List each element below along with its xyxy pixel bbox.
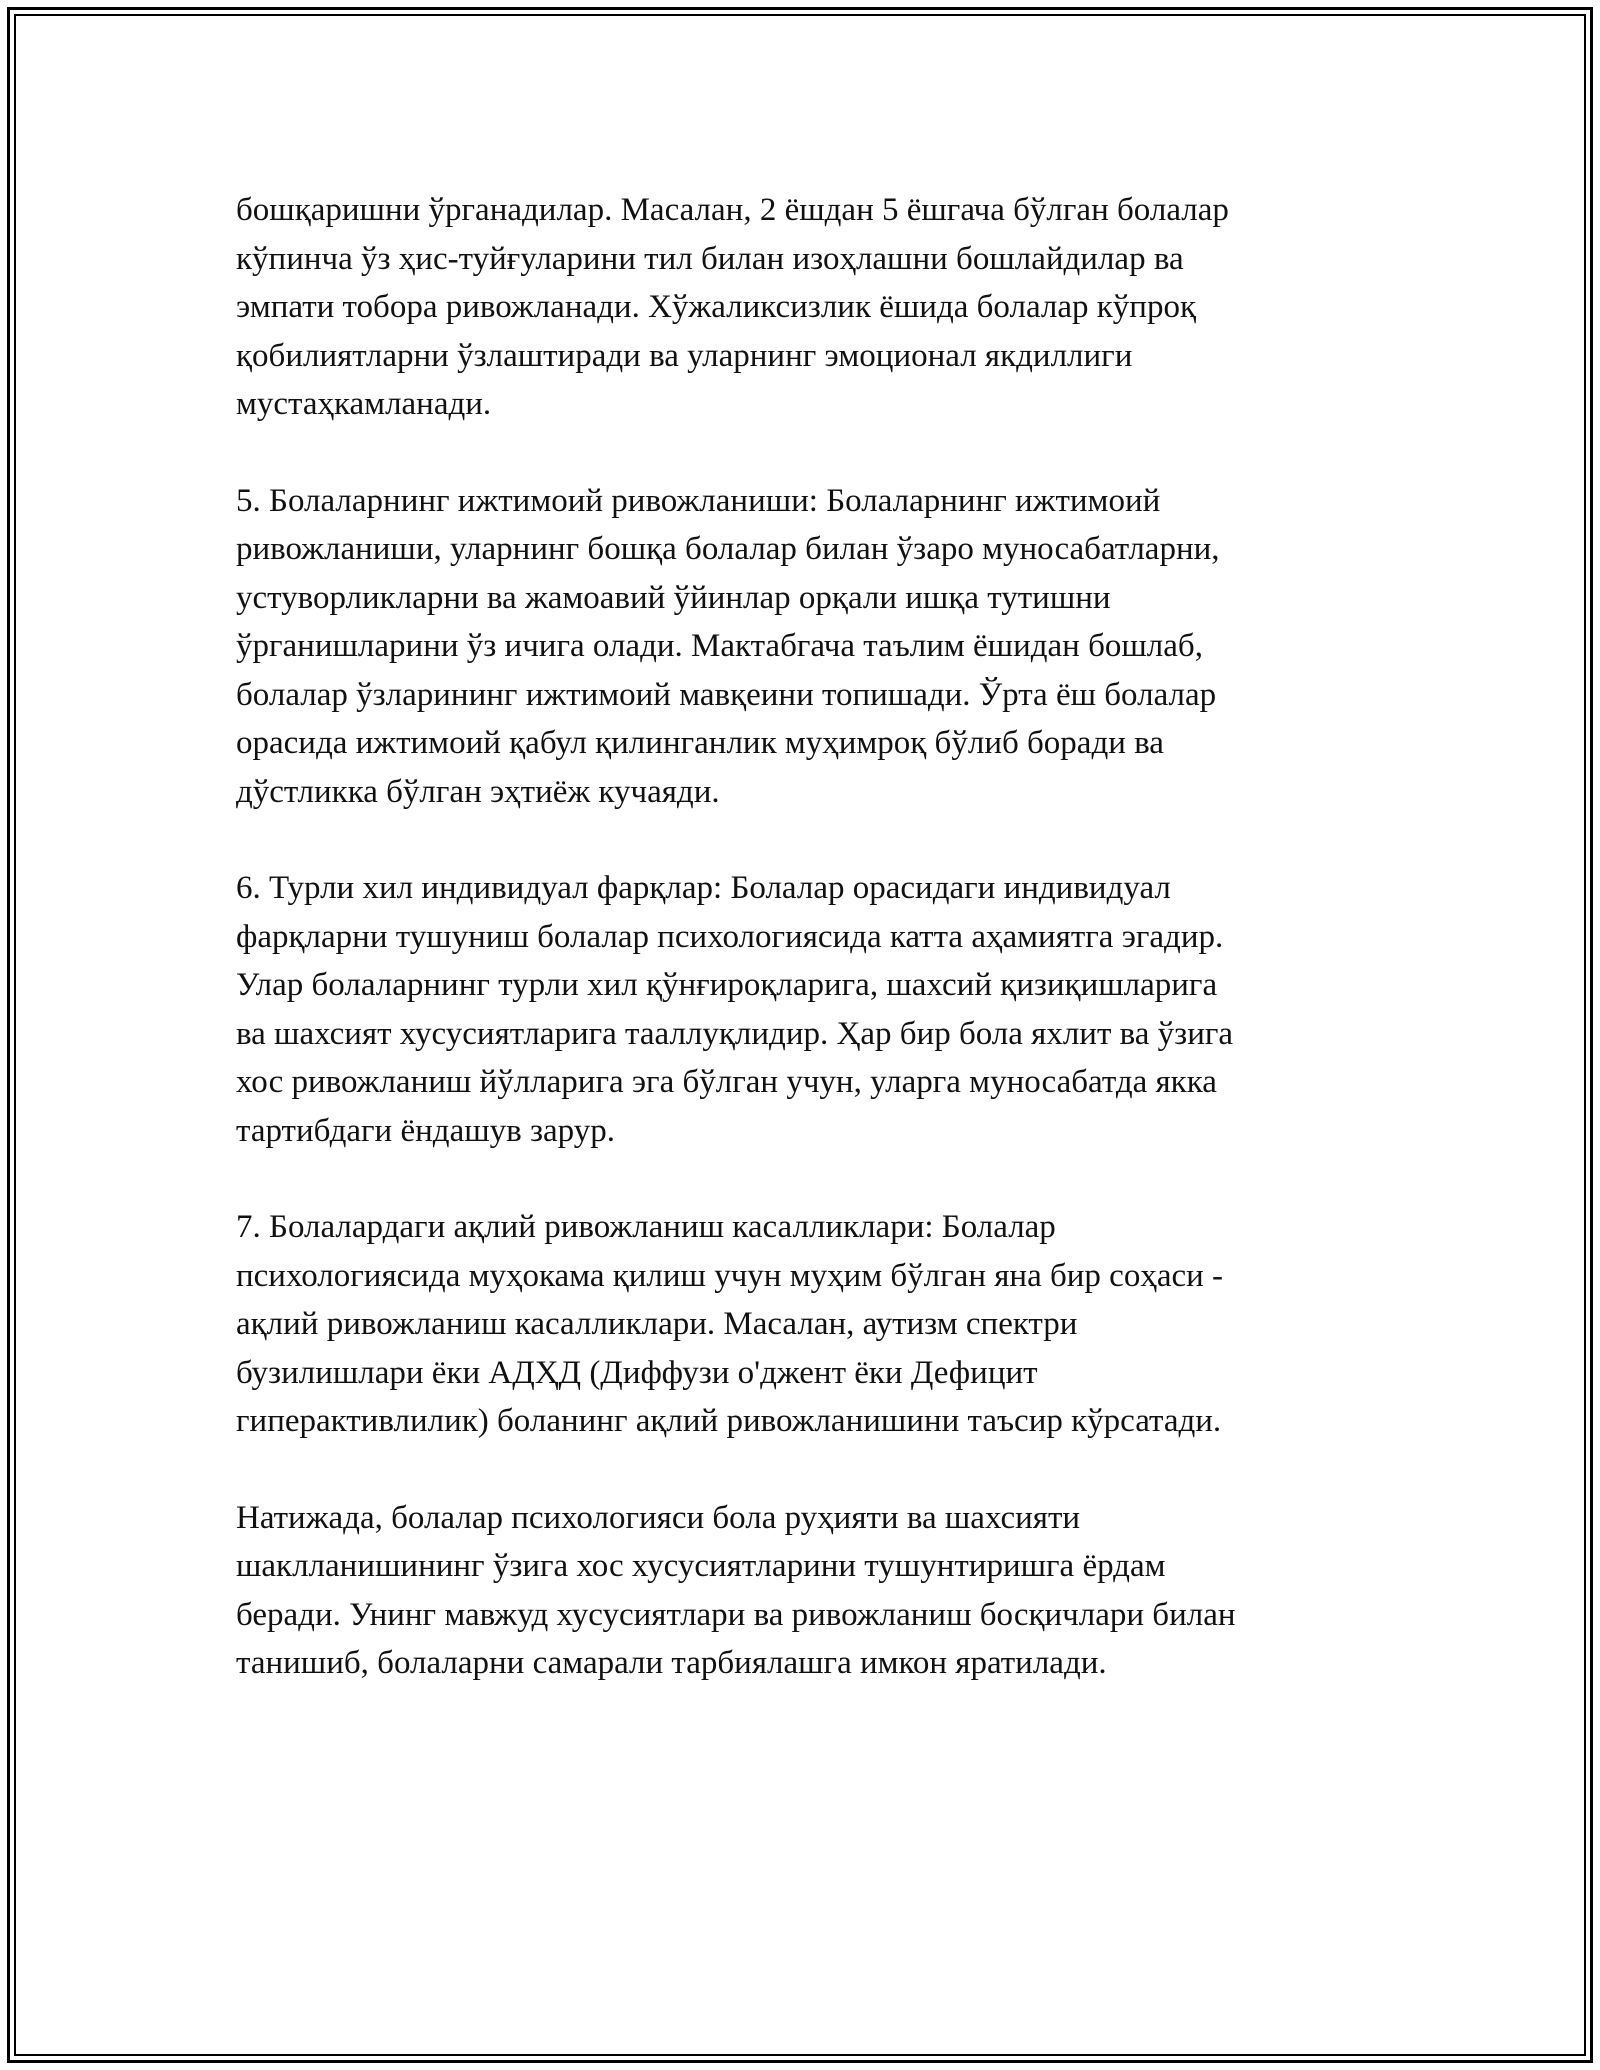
text-line: орасида ижтимоий қабул қилинганлик муҳимроқ бўлиб боради ва [236,725,1164,761]
text-line: ривожланиши, уларнинг бошқа болалар билан ўзаро муносабатларни, [236,531,1220,567]
text-line: Натижада, болалар психологияси бола руҳияти ва шахсияти [236,1499,1081,1536]
text-line: дўстликка бўлган эҳтиёж кучаяди. [236,773,720,810]
text-line: психологиясида муҳокама қилиш учун муҳим бўлган яна бир соҳаси - [236,1257,1224,1294]
text-line: хос ривожланиш йўлларига эга бўлган учун, уларга муносабатда якка [236,1064,1217,1100]
document-body [236,186,1376,1736]
text-line: қобилиятларни ўзлаштиради ва уларнинг эмоционал якдиллиги [236,337,1133,374]
text-line: ва шахсият хусусиятларига тааллуқлидир. Ҳар бир бола яхлит ва ўзига [236,1015,1234,1052]
paragraph-developmental-disorders [236,1203,1376,1446]
text-line: устуворликларни ва жамоавий ўйинлар орқали ишқа тутишни [236,579,1111,616]
paragraph-conclusion [236,1494,1376,1688]
text-line: 7. Болалардаги ақлий ривожланиш касалликлари: Болалар [236,1209,1056,1245]
text-line: бузилишлари ёки АДҲД (Диффузи о'джент ёки Дефицит [236,1354,1038,1391]
paragraph-emotional-development [236,186,1376,429]
text-line: эмпати тобора ривожланади. Хўжаликсизлик ёшида болалар кўпроқ [236,289,1196,325]
text-line: бошқаришни ўрганадилар. Масалан, 2 ёшдан 5 ёшгача бўлган болалар [236,192,1229,228]
text-line: ўрганишларини ўз ичига олади. Мактабгача таълим ёшидан бошлаб, [236,628,1203,664]
text-line: гиперактивлилик) боланинг ақлий ривожланишини таъсир кўрсатади. [236,1403,1222,1439]
paragraph-social-development [236,477,1376,817]
text-line: тартибдаги ёндашув зарур. [236,1112,615,1149]
text-line: болалар ўзларининг ижтимоий мавқеини топишади. Ўрта ёш болалар [236,676,1217,713]
text-line: кўпинча ўз ҳис-туйғуларини тил билан изоҳлашни бошлайдилар ва [236,240,1184,277]
text-line: шаклланишининг ўзига хос хусусиятларини тушунтиришга ёрдам [236,1548,1166,1584]
text-line: беради. Унинг мавжуд хусусиятлари ва ривожланиш босқичлари билан [236,1596,1236,1633]
text-line: ақлий ривожланиш касалликлари. Масалан, аутизм спектри [236,1306,1078,1342]
text-line: 5. Болаларнинг ижтимоий ривожланиши: Болаларнинг ижтимоий [236,482,1161,519]
text-line: мустаҳкамланади. [236,386,492,422]
text-line: фарқларни тушуниш болалар психологиясида катта аҳамиятга эгадир. [236,918,1224,955]
text-line: танишиб, болаларни самарали тарбиялашга имкон яратилади. [236,1645,1107,1681]
text-line: Улар болаларнинг турли хил қўнғироқларига, шахсий қизиқишларига [236,967,1218,1003]
text-line: 6. Турли хил индивидуал фарқлар: Болалар орасидаги индивидуал [236,870,1171,906]
paragraph-individual-differences [236,864,1376,1155]
